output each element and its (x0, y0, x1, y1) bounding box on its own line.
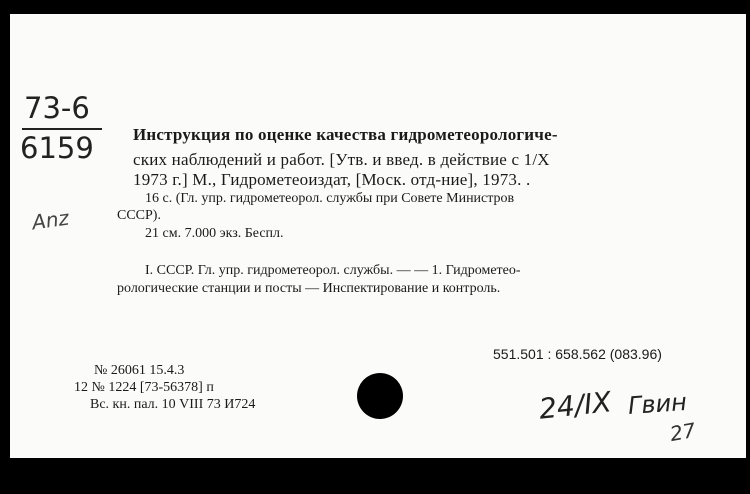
collation-line-2: СССР). (117, 208, 161, 223)
handwritten-note: 27 (668, 417, 698, 447)
call-number-divider (22, 128, 102, 130)
handwritten-date: 24/IX (537, 385, 613, 426)
subject-line-2: рологические станции и посты — Инспектирование и контроль. (117, 281, 501, 296)
title-line-1: Инструкция по оценке качества гидрометеорологиче- (133, 125, 558, 144)
handwritten-initials: Гвин (627, 387, 688, 421)
classification-index: 551.501 : 658.562 (083.96) (493, 346, 662, 362)
registry-line-3: Вс. кн. пал. 10 VIII 73 И724 (90, 397, 256, 412)
collation-line-1: 16 с. (Гл. упр. гидрометеорол. службы при Совете Министров (145, 191, 515, 206)
margin-handwritten-mark: Anz (30, 205, 71, 235)
registry-line-1: № 26061 15.4.3 (94, 363, 185, 378)
subject-line-1: I. СССР. Гл. упр. гидрометеорол. службы. — — 1. Гидрометео- (145, 263, 521, 278)
collation-line-3: 21 см. 7.000 экз. Беспл. (145, 226, 284, 241)
punch-hole (357, 373, 403, 419)
catalog-card (10, 14, 746, 458)
registry-line-2: 12 № 1224 [73-56378] п (74, 380, 214, 395)
call-number-top: 73-6 (24, 91, 90, 125)
title-line-3: 1973 г.] М., Гидрометеоиздат, [Моск. отд-ние], 1973. . (133, 170, 531, 189)
title-line-2: ских наблюдений и работ. [Утв. и введ. в действие с 1/X (133, 150, 550, 169)
call-number-bottom: 6159 (20, 131, 94, 165)
